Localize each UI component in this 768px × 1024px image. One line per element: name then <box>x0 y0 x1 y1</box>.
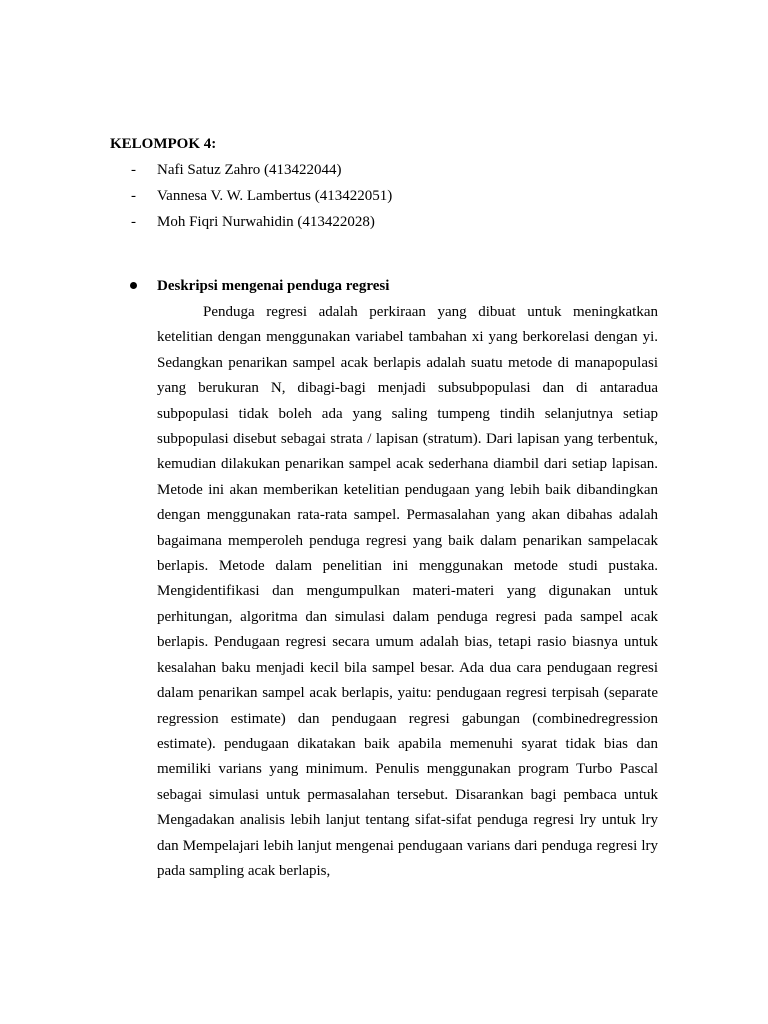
description-section <box>130 276 660 879</box>
member-name: Nafi Satuz Zahro (413422044) <box>157 162 342 178</box>
list-dash: - <box>131 214 136 230</box>
section-heading-row <box>130 276 660 296</box>
member-name: Vannesa V. W. Lambertus (413422051) <box>157 188 393 204</box>
group-heading: KELOMPOK 4: <box>110 136 217 152</box>
bullet-icon <box>130 282 137 289</box>
body-paragraph: Penduga regresi adalah perkiraan yang dibuat untuk meningkatkan ketelitian dengan menggunakan variabel tambahan xi yang berkorelasi dengan yi. Sedangkan penarikan sampel acak berlapis adalah suatu metode di manapopulasi yang berukuran N, dibagi-bagi menjadi subsubpopulasi dan di antaradua subpopulasi tidak boleh ada yang saling tumpeng tindih selanjutnya setiap subpopulasi disebut sebagai strata / lapisan (stratum). Dari lapisan yang terbentuk, kemudian dilakukan penarikan sampel acak sederhana diambil dari setiap lapisan. Metode ini akan memberikan ketelitian pendugaan yang lebih baik dibandingkan dengan menggunakan rata-rata sampel. Permasalahan yang akan dibahas adalah bagaimana memperoleh penduga regresi yang baik dalam penarikan sampelacak berlapis. Metode dalam penelitian ini menggunakan metode studi pustaka. Mengidentifikasi dan mengumpulkan materi-materi yang digunakan untuk perhitungan, algoritma dan simulasi dalam penduga regresi pada sampel acak berlapis. Pendugaan regresi secara umum adalah bias, tetapi rasio biasnya untuk kesalahan baku menjadi kecil bila sampel besar. Ada dua cara pendugaan regresi dalam penarikan sampel acak berlapis, yaitu: pendugaan regresi terpisah (separate regression estimate) dan pendugaan regresi gabungan (combinedregression estimate). pendugaan dikatakan baik apabila memenuhi syarat tidak bias dan memiliki varians yang minimum. Penulis menggunakan program Turbo Pascal sebagai simulasi untuk permasalahan tersebut. Disarankan bagi pembaca untuk Mengadakan analisis lebih lanjut tentang sifat-sifat penduga regresi lry untuk lry dan Mempelajari lebih lanjut mengenai pendugaan varians dari penduga regresi lry pada sampling acak berlapis, <box>157 304 658 879</box>
section-title: Deskripsi mengenai penduga regresi <box>157 278 390 294</box>
list-dash: - <box>131 188 136 204</box>
list-dash: - <box>131 162 136 178</box>
member-name: Moh Fiqri Nurwahidin (413422028) <box>157 214 375 230</box>
